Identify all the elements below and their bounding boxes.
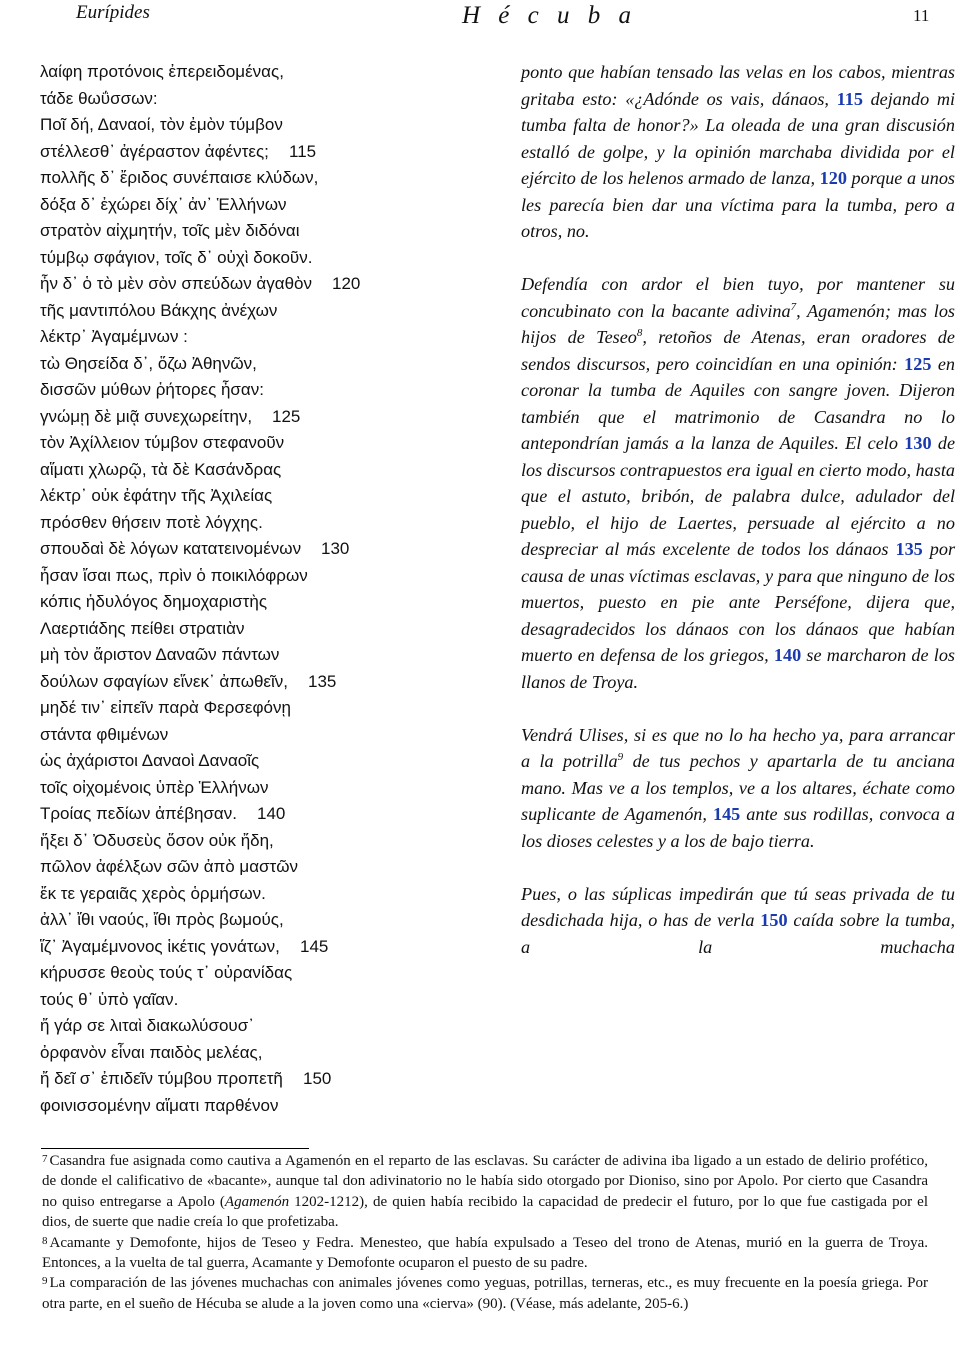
greek-line-text: Τροίας πεδίων ἀπέβησαν. xyxy=(40,804,237,823)
greek-line xyxy=(40,616,390,643)
greek-line-number: 115 xyxy=(289,141,317,161)
running-head-title: H é c u b a xyxy=(462,2,637,29)
greek-line-text: ἦσαν ἴσαι πως, πρὶν ὁ ποικιλόφρων xyxy=(40,565,308,585)
line-number: 140 xyxy=(773,645,802,665)
greek-line-text: δόξα δ᾽ ἐχώρει δίχ᾽ ἀν᾽ Ἑλλήνων xyxy=(40,194,287,214)
greek-line xyxy=(40,298,390,325)
greek-line-text: δούλων σφαγίων εἵνεκ᾽ ἀπωθεῖν, xyxy=(40,671,289,691)
greek-line xyxy=(40,1066,390,1093)
line-number: 150 xyxy=(760,910,788,930)
footnote-mark: 8 xyxy=(42,1234,48,1247)
greek-line xyxy=(40,218,390,245)
greek-line-text: ἥξει δ᾽ Ὀδυσεὺς ὅσον οὐκ ἤδη, xyxy=(40,830,274,850)
greek-line xyxy=(40,881,390,908)
greek-line-number: 150 xyxy=(303,1069,332,1088)
line-number: 145 xyxy=(712,804,741,824)
greek-line-text: τύμβῳ σφάγιον, τοῖς δ᾽ οὐχὶ δοκοῦν. xyxy=(40,247,313,267)
greek-line-text: μηδέ τιν᾽ εἰπεῖν παρὰ Φερσεφόνῃ xyxy=(40,698,291,717)
greek-line-text: κόπις ἡδυλόγος δημοχαριστὴς xyxy=(40,592,268,611)
footnote-ref[interactable]: 8 xyxy=(636,326,643,339)
translation-paragraph: ponto que habían tensado las velas en los cabos, mientras gritaba esto: «¿Adónde os vais, dánaos, 115 dejando mi tumba falta de honor?» La oleada de una gran discusión estalló de golpe, y la opinión marchaba dividida por el ejército de los helenos armado de lanza, 120 porque a unos les parecía bien dar una víctima para la tumba, pero a otros, no. xyxy=(521,62,956,241)
greek-line xyxy=(40,669,390,696)
greek-line xyxy=(40,483,390,510)
greek-line-text: ἤ γάρ σε λιταὶ διακωλύσουσ᾽ xyxy=(40,1016,254,1035)
greek-line-text: ἔκ τε γεραιᾶς χερὸς ὁρμήσων. xyxy=(40,883,266,903)
greek-line-text: στρατὸν αἰχμητήν, τοῖς μὲν διδόναι xyxy=(40,221,300,240)
greek-line-text: κήρυσσε θεοὺς τούς τ᾽ οὐρανίδας xyxy=(40,963,293,982)
greek-line xyxy=(40,430,390,457)
footnote: $^9$ La comparación de las jóvenes muchachas con animales jóvenes como yeguas, potrillas, terneras, etc., es muy frecuente en la poesía griega. Por otra parte, en el sueño de Hécuba se alude a la joven como una «cierva» (90). (Véase, más adelante, 205-6.) xyxy=(42,1275,928,1312)
greek-line xyxy=(40,536,390,563)
greek-line-number: 135 xyxy=(308,671,337,691)
greek-line-text: Λαερτιάδης πείθει στρατιὰν xyxy=(40,618,245,638)
spanish-translation-column xyxy=(521,59,955,960)
greek-line xyxy=(40,457,390,484)
greek-line-text: ἀλλ᾽ ἴθι ναούς, ἴθι πρὸς βωμούς, xyxy=(40,910,284,929)
greek-line xyxy=(40,59,390,86)
greek-line xyxy=(40,112,390,139)
greek-line-text: πολλῆς δ᾽ ἔριδος συνέπαισε κλύδων, xyxy=(40,168,319,187)
greek-line-text: δισσῶν μύθων ῥήτορες ἦσαν: xyxy=(40,380,264,399)
line-number: 130 xyxy=(904,433,932,453)
footnote: $^7$ Casandra fue asignada como cautiva a Agamenón en el reparto de las esclavas. Su carácter de adivina iba ligado a un estado de delirio profético, de donde el calificativo de «bacante», aunque tal don adivinatorio no le había sido otorgado por Dioniso, sino por Apolo. Por cierto que Casandra no quiso entregarse a Apolo (Agamenón 1202-1212), de quien había recibido la capacidad de predecir el futuro, por lo que fue castigada por el dios, de suerte que nadie creía lo que profetizaba. xyxy=(42,1153,928,1231)
greek-line-text: ἦν δ᾽ ὁ τὸ μὲν σὸν σπεύδων ἀγαθὸν xyxy=(40,274,312,293)
greek-line-text: ἤ δεῖ σ᾽ ἐπιδεῖν τύμβου προπετῆ xyxy=(40,1069,283,1088)
greek-text-column xyxy=(40,59,390,1119)
greek-line-text: στάντα φθιμένων xyxy=(40,724,169,744)
greek-line xyxy=(40,801,390,828)
greek-line-text: πῶλον ἀφέλξων σῶν ἀπὸ μαστῶν xyxy=(40,857,299,876)
greek-line-text: τὼ Θησείδα δ᾽, ὅζω Ἀθηνῶν, xyxy=(40,353,257,373)
greek-line xyxy=(40,748,390,775)
greek-line-number: 140 xyxy=(257,804,286,823)
greek-line xyxy=(40,404,390,431)
greek-line xyxy=(40,1013,390,1040)
greek-line xyxy=(40,1040,390,1067)
greek-line xyxy=(40,828,390,855)
greek-line-text: ὡς ἀχάριστοι Δαναοὶ Δαναοῖς xyxy=(40,751,260,770)
greek-line-text: φοινισσομένην αἵματι παρθένον xyxy=(40,1095,279,1115)
greek-line xyxy=(40,324,390,351)
translation-paragraph: Vendrá Ulises, si es que no lo ha hecho ya, para arrancar a la potrilla$^9$ de tus pechos y apartarla de tu anciana mano. Mas ve a los templos, ve a los altares, échate como suplicante de Agamenón, 145 ante sus rodillas, convoca a los dioses celestes y a los de bajo tierra. xyxy=(521,724,956,851)
footnote-ref[interactable]: 7 xyxy=(790,300,797,313)
greek-line xyxy=(40,987,390,1014)
greek-line xyxy=(40,510,390,537)
greek-line-text: γνώμῃ δὲ μιᾷ συνεχωρείτην, xyxy=(40,406,253,426)
greek-line xyxy=(40,960,390,987)
greek-line-number: 130 xyxy=(321,539,350,558)
greek-line xyxy=(40,642,390,669)
greek-line xyxy=(40,139,390,166)
greek-line-text: τῆς μαντιπόλου Βάκχης ἀνέχων xyxy=(40,300,278,320)
greek-line xyxy=(40,192,390,219)
footnote-separator xyxy=(41,1148,309,1149)
greek-line-text: τούς θ᾽ ὑπὸ γαῖαν. xyxy=(40,989,179,1009)
greek-line xyxy=(40,907,390,934)
footnote: $^8$ Acamante y Demofonte, hijos de Teseo y Fedra. Menesteo, que había expulsado a Teseo del trono de Atenas, murió en la guerra de Troya. Entonces, a la vuelta de tal guerra, Acamante y Demofonte ocuparon el puesto de su padre. xyxy=(42,1234,928,1272)
line-number: 120 xyxy=(819,168,847,188)
translation-paragraph: Defendía con ardor el bien tuyo, por mantener su concubinato con la bacante adivina$^7$, Agamenón; mas los hijos de Teseo$^8$, retoños de Atenas, eran oradores de sendos discursos, pero coincidían en una opinión: 125 en coronar la tumba de Aquiles con sangre joven. Dijeron también que el matrimonio de Casandra no lo antepondrían jamás a la lanza de Aquiles. El celo 130 de los discursos contrapuestos era igual en cierto modo, hasta que el astuto, bribón, de palabra dulce, adulador del pueblo, el hijo de Laertes, persuade al ejército a no despreciar al más excelente de todos los dánaos 135 por causa de unas víctimas esclavas, y para que ninguno de los muertos, puesto en pie ante Perséfone, dijera que, desagradecidos los dánaos con los dánaos que habían muerto en defensa de los griegos, 140 se marcharon de los llanos de Troya. xyxy=(521,274,956,692)
greek-line xyxy=(40,695,390,722)
greek-line xyxy=(40,934,390,961)
greek-line-text: πρόσθεν θήσειν ποτὲ λόγχης. xyxy=(40,512,263,532)
translation-paragraph: Pues, o las súplicas impedirán que tú seas privada de tu desdichada hija, o has de verla 150 caída sobre la tumba, a la muchacha xyxy=(521,883,956,957)
greek-line-text: ἵζ᾽ Ἀγαμέμνονος ἱκέτις γονάτων, xyxy=(40,936,280,956)
running-head-author: Eurípides xyxy=(76,2,150,23)
greek-line-number: 145 xyxy=(300,936,329,956)
greek-line xyxy=(40,351,390,378)
footnote-mark: 9 xyxy=(42,1275,48,1288)
greek-line-text: Ποῖ δή, Δαναοί, τὸν ἐμὸν τύμβον xyxy=(40,115,283,134)
line-number: 125 xyxy=(904,353,932,374)
greek-line-text: σπουδαὶ δὲ λόγων κατατεινομένων xyxy=(40,539,302,558)
greek-line xyxy=(40,722,390,749)
footnote-ref[interactable]: 9 xyxy=(617,750,624,763)
greek-line-text: τοῖς οἰχομένοις ὑπὲρ Ἑλλήνων xyxy=(40,777,269,797)
footnotes xyxy=(42,1151,928,1314)
greek-line xyxy=(40,1093,390,1120)
greek-line-text: στέλλεσθ᾽ ἀγέραστον ἀφέντες; xyxy=(40,141,269,161)
greek-line xyxy=(40,271,390,298)
greek-line xyxy=(40,854,390,881)
page-number: 11 xyxy=(913,6,930,25)
greek-line-text: λέκτρ᾽ οὐκ ἐφάτην τῆς Ἀχιλείας xyxy=(40,486,273,505)
greek-line-text: λαίφη προτόνοις ἐπερειδομένας, xyxy=(40,62,284,81)
greek-line-text: λέκτρ᾽ Ἀγαμέμνων : xyxy=(40,327,188,346)
greek-line-text: τάδε θωΰσσων: xyxy=(40,88,158,108)
greek-line xyxy=(40,86,390,113)
greek-line xyxy=(40,245,390,272)
greek-line xyxy=(40,775,390,802)
greek-line xyxy=(40,165,390,192)
greek-line-text: ὀρφανὸν εἶναι παιδὸς μελέας, xyxy=(40,1042,263,1062)
greek-line-number: 120 xyxy=(332,274,361,293)
greek-line xyxy=(40,589,390,616)
line-number: 135 xyxy=(895,539,923,559)
greek-line-number: 125 xyxy=(272,406,301,426)
footnote-mark: 7 xyxy=(42,1153,48,1165)
greek-line xyxy=(40,377,390,404)
line-number: 115 xyxy=(836,88,863,109)
greek-line-text: τὸν Ἀχίλλειον τύμβον στεφανοῦν xyxy=(40,433,285,452)
greek-line-text: αἵματι χλωρῷ, τὰ δὲ Κασάνδρας xyxy=(40,459,282,479)
greek-line xyxy=(40,563,390,590)
greek-line-text: μὴ τὸν ἄριστον Δαναῶν πάντων xyxy=(40,645,280,664)
